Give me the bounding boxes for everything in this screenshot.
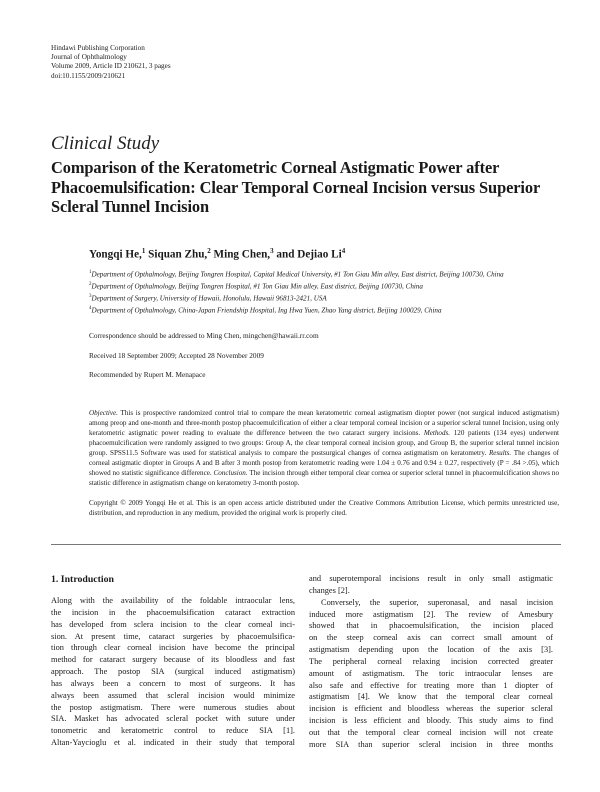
author-name: and Dejiao Li [273,248,342,261]
affiliation-text: Department of Opthalmology, China-Japan Friendship Hospital, Ing Hwa Yuen, Zhao Yang district, Beijing 100029, China [91,306,442,315]
body-text-line: changes [2]. [309,585,350,595]
body-text-line: astigmatism [4]. We know that the temporal clear corneal [309,692,553,702]
body-column-left [51,595,295,749]
results-text: The changes of corneal astigmatic diopter in Groups A and B after 3 month postop from keratometric reading were 1.04 ± 0.76 and 0.94 ± 0.27, respectively (P = .84 >.05), which showed no statistic significance difference. [89,448,559,477]
affiliation-number: 1 [89,270,92,275]
body-text-line: the postop astigmatism. There were numerous studies about [51,702,295,712]
divider [51,544,561,545]
author-name: Yongqi He, [89,248,142,261]
affiliations [89,268,559,316]
affiliation-text: Department of Surgery, University of Hawaii, Honolulu, Hawaii 96813-2421, USA [91,294,327,303]
abstract [89,409,559,489]
body-text-line: incision is efficient and bloodless whereas the superior scleral [309,704,553,714]
objective-text: This is prospective randomized control trial to compare the mean keratometric corneal astigmatism diopter power (not surgical induced astigmatism) among preop and one-month and three-month postop phacoemulcification of either a clear temporal corneal incision or a superior scleral tunnel Incision, using only keratometric astigmatic power reading to evaluate the difference between the two cataract surgery incisions. [89,409,559,437]
body-text-line: Conversely, the superior, superonasal, and nasal incision [321,597,553,607]
body-text-line: SIA. Masket has advocated scleral pocket with suture under [51,714,295,724]
methods-text: 120 patients (134 eyes) underwent phacoemulcification were randomly assigned to two groups: Group A, the clear temporal corneal incision group, and Group B, the superior scleral tunnel incision group. SPSS11.5 Software was used for statistical analysis to compare the postsurgical changes of cornea astigmatism on keratometry. [89,428,559,457]
affiliation-number: 2 [89,281,92,287]
affiliation [89,292,559,304]
body-text-line: Along with the availability of the foldable intraocular lens, [51,596,295,605]
body-text-line: and superotemporal incisions result in only small astigmatic [309,574,553,583]
paper-title: Comparison of the Keratometric Corneal Astigmatic Power after Phacoemulsification: Clear Temporal Corneal Incision versus Superior Scleral Tunnel Incision [51,158,540,217]
affiliation [89,280,559,292]
body-text-line: incision is less efficient and bloody. This study aims to find [309,716,553,726]
affiliation [89,304,559,316]
body-column-right [309,573,553,751]
body-text-line: showed that in phacoemulsification, the incision placed [309,621,553,631]
body-text-line: has always been a concern to most of surgeons. It has [51,678,295,688]
recommended-by: Recommended by Rupert M. Menapace [89,370,206,379]
body-text-line: tion through clear corneal incision have become the principal [51,643,295,653]
body-text-line: tonometric and keratometric control to reduce SIA [1]. [51,726,295,736]
author-affiliation-mark: 4 [341,247,346,255]
author-affiliation-mark: 2 [207,247,211,255]
body-text-line: astigmatism depending upon the location of the axis [3]. [309,645,553,655]
copyright-notice: Copyright © 2009 Yongqi He et al. This is an open access article distributed under the Creative Commons Attribution License, which permits unrestricted use, distribution, and reproduction in any medium, provided the original work is properly cited. [89,499,559,517]
body-text-line: also safe and effective for treating more than 1 diopter of [309,680,553,690]
body-text-line: has developed from sclera incision to the clear corneal inci- [51,619,295,629]
author-name: Ming Chen, [210,248,271,261]
methods-label: Methods. [423,428,451,437]
volume-info: Volume 2009, Article ID 210621, 3 pages [51,62,171,71]
author-list [89,247,345,261]
author-affiliation-mark: 3 [270,247,274,255]
conclusion-label: Conclusion. [213,468,248,477]
doi: doi:10.1155/2009/210621 [51,71,126,80]
affiliation-text: Department of Opthalmology, Beijing Tongren Hospital, Capital Medical University, #1 Ton Giau Min alley, East district, Beijing 100730, China [91,270,504,279]
body-text-line: more SIA than superior scleral incision in three months [309,739,553,749]
article-type: Clinical Study [51,133,160,154]
journal-header [51,44,171,81]
section-heading: 1. Introduction [51,574,114,585]
body-text-line: The peripheral corneal relaxing incision corrected greater [309,656,553,666]
body-text-line: amount of astigmatism. The toric intraocular lenses are [309,668,553,678]
conclusion-text: The incision through either temporal clear cornea or superior scleral tunnel in phacoemulcification shows no statistic difference in astigmatism change on keratometry 3-month postop. [89,468,560,487]
body-text-line: out that the temporal clear corneal incision will not create [309,727,553,737]
publisher: Hindawi Publishing Corporation [51,44,145,52]
body-text-line: Altan-Yaycioglu et al. indicated in their study that temporal [51,738,295,748]
affiliation-text: Department of Opthalmology, Beijing Tongren Hospital, #1 Ton Giau Min alley, East district, Beijing 100730, China [91,282,423,291]
affiliation-number: 3 [89,293,92,299]
correspondence: Correspondence should be addressed to Ming Chen, mingchen@hawaii.rr.com [89,331,319,340]
affiliation [89,268,559,280]
body-text-line: induced more astigmatism [2]. The review of Amesbury [309,609,553,619]
results-label: Results. [488,448,512,457]
author-affiliation-mark: 1 [141,247,146,255]
body-text-line: always been assumed that scleral incision would minimize [51,690,295,700]
body-text-line: method for cataract surgery because of its bloodless and fast [51,655,295,665]
author-name: Siquan Zhu, [145,248,208,261]
affiliation-number: 4 [89,305,92,311]
body-text-line: sion. At present time, cataract surgeries by phacoemulsifica- [51,631,295,641]
body-text-line: approach. The postop SIA (surgical induced astigmatism) [51,667,295,677]
body-text-line: on the steep corneal axis can correct small amount of [309,633,553,643]
received-date: Received 18 September 2009; Accepted 28 November 2009 [89,351,264,360]
body-text-line: the incision in the phacoemulsification cataract extraction [51,607,295,617]
journal-name: Journal of Ophthalmology [51,53,127,62]
objective-label: Objective. [89,409,118,417]
